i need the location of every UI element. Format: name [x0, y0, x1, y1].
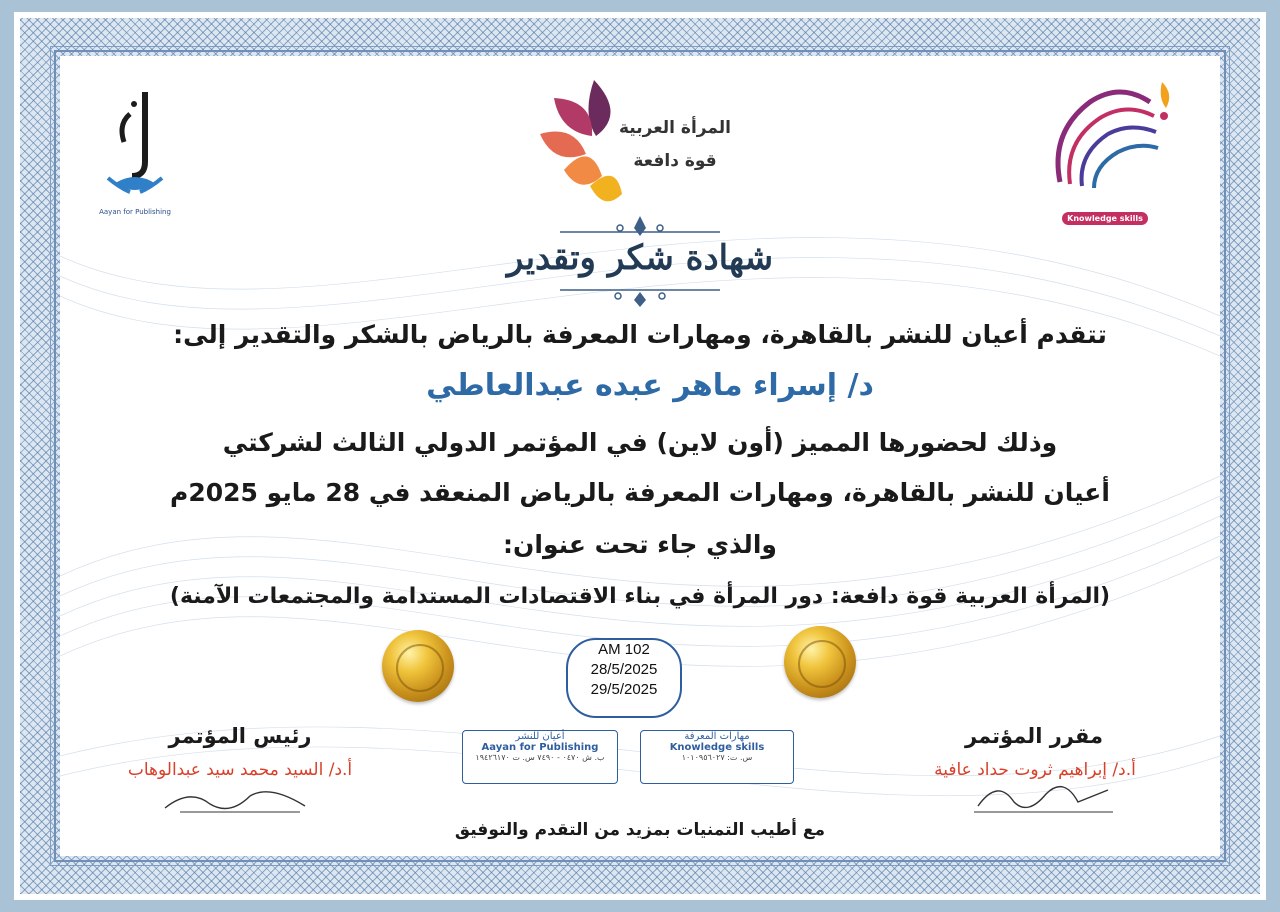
maharat-stamp-arabic: مهارات المعرفة [684, 731, 750, 742]
aayan-stamp-info: ب. ش ٠٤٧٠ - ٧٤٩٠ س. ت ١٩٤٢٦١٧٠ [475, 753, 605, 762]
maharat-stamp-info: س. ت: ١٠١٠٩٥٦٠٢٧ [681, 753, 753, 762]
certificate-code-box [566, 638, 682, 718]
top-ornament-icon [560, 214, 720, 240]
certificate-date-2: 29/5/2025 [590, 681, 658, 698]
bottom-ornament-icon [560, 286, 720, 308]
aayan-logo-label: Aayan for Publishing [99, 208, 171, 216]
center-logo-line1: المرأة العربية [619, 118, 731, 138]
closing-text: مع أطيب التمنيات بمزيد من التقدم والتوفيق [454, 820, 826, 840]
certificate-title: شهادة شكر وتقدير [506, 238, 774, 278]
center-logo-text [614, 112, 736, 178]
president-signature-icon [160, 778, 310, 818]
president-title: رئيس المؤتمر [168, 724, 312, 748]
body-line-1: وذلك لحضورها المميز (أون لاين) في المؤتمر الدولي الثالث لشركتي [222, 428, 1058, 457]
knowledge-skills-logo-icon [1030, 72, 1180, 212]
aayan-stamp-arabic: أعيان للنشر [515, 731, 565, 742]
maharat-stamp-english: Knowledge skills [669, 742, 765, 753]
body-line-2: أعيان للنشر بالقاهرة، ومهارات المعرفة بالرياض المنعقد في 28 مايو 2025م [170, 478, 1110, 507]
conference-subject: (المرأة العربية قوة دافعة: دور المرأة في بناء الاقتصادات المستدامة والمجتمعات الآمنة) [169, 584, 1111, 609]
rapporteur-name: أ.د/ إبراهيم ثروت حداد عافية [934, 760, 1136, 780]
aayan-logo-icon [100, 84, 170, 206]
intro-text: تتقدم أعيان للنشر بالقاهرة، ومهارات المعرفة بالرياض بالشكر والتقدير إلى: [173, 320, 1107, 349]
knowledge-skills-badge: Knowledge skills [1062, 212, 1148, 225]
aayan-stamp [462, 730, 618, 784]
certificate-code: AM 102 [598, 641, 650, 658]
certificate-date-1: 28/5/2025 [590, 661, 658, 678]
maharat-stamp [640, 730, 794, 784]
rapporteur-signature-icon [968, 772, 1118, 818]
rapporteur-title: مقرر المؤتمر [965, 724, 1103, 748]
aayan-stamp-english: Aayan for Publishing [481, 742, 599, 753]
body-line-3: والذي جاء تحت عنوان: [503, 530, 777, 559]
recipient-name: د/ إسراء ماهر عبده عبدالعاطي [426, 368, 874, 403]
gold-medal-right-icon [784, 626, 856, 698]
president-name: أ.د/ السيد محمد سيد عبدالوهاب [127, 760, 353, 780]
gold-medal-left-icon [382, 630, 454, 702]
center-logo-line2: قوة دافعة [633, 151, 717, 171]
